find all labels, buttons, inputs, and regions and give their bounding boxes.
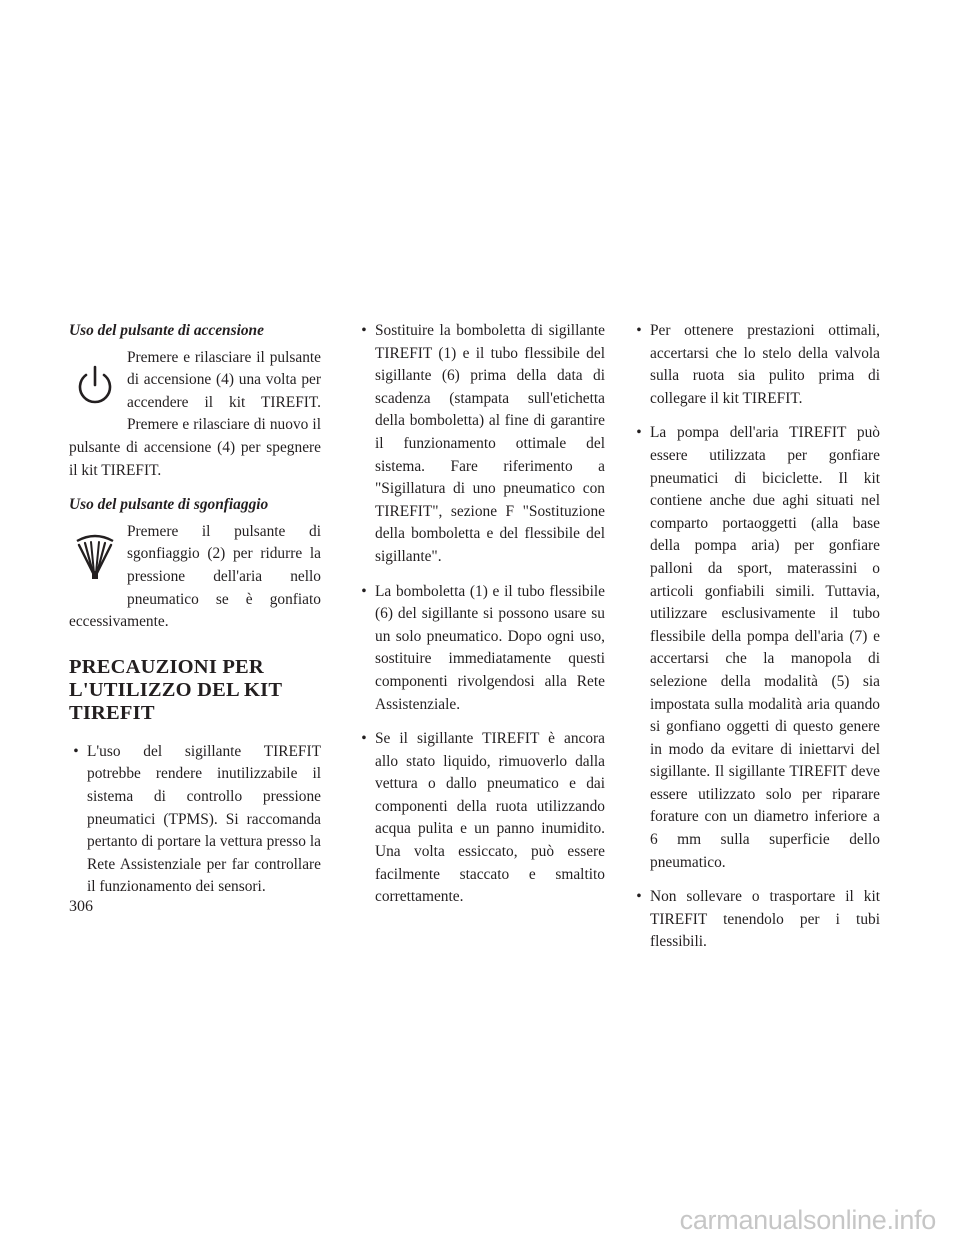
bullet-icon: • xyxy=(361,322,367,339)
deflate-button-text: Premere il pulsante di sgonfiaggio (2) per ridurre la pressione dell'aria nello pneumatico se è gonfiato eccessivamente. xyxy=(69,522,321,631)
power-icon xyxy=(73,355,117,425)
list-item: • Se il sigillante TIREFIT è ancora allo stato liquido, rimuoverlo dalla vettura o dallo pneumatico e dai componenti della ruota utilizzando acqua pulita e un panno inumidito. Una volta essiccato, può essere facilmente staccato e smaltito correttamente. xyxy=(357,728,605,909)
list-item: • La pompa dell'aria TIREFIT può essere utilizzata per gonfiare pneumatici di biciclette. Il kit contiene anche due aghi situati nel comparto portaoggetti (alla base della pompa aria) per gonfiare palloni da sport, materassini o articoli gonfiabili simili. Tuttavia, utilizzare esclusivamente il tubo flessibile della pompa dell'aria (7) e accertarsi che la manopola di selezione della modalità (5) sia impostata sulla modalità aria quando si gonfiano oggetti di questo genere in modo da evitare di iniettarvi del sigillante. Il sigillante TIREFIT deve essere utilizzato solo per riparare forature con un diametro inferiore a 6 mm sulla superficie dello pneumatico. xyxy=(632,422,880,874)
list-item: • Per ottenere prestazioni ottimali, accertarsi che lo stelo della valvola sulla ruota sia pulito prima di collegare il kit TIREFIT. xyxy=(632,320,880,410)
precautions-list-col1 xyxy=(69,741,321,899)
column-2 xyxy=(357,320,605,921)
list-item: • Sostituire la bomboletta di sigillante TIREFIT (1) e il tubo flessibile del sigillante (6) prima della data di scadenza (stampata sull'etichetta della bomboletta) al fine di garantire il funzionamento ottimale del sistema. Fare riferimento a "Sigillatura di uno pneumatico con TIREFIT", sezione F "Sostituzione della bomboletta e del flessibile del sigillante". xyxy=(357,320,605,569)
deflate-icon xyxy=(73,529,117,599)
power-button-text: Premere e rilasciare il pulsante di accensione (4) una volta per accendere il kit TIREFIT. Premere e rilasciare di nuovo il pulsante di accensione (4) per spegnere il kit TIREFIT. xyxy=(69,348,321,479)
column-1 xyxy=(69,320,321,911)
watermark: carmanualsonline.info xyxy=(679,1205,936,1236)
precautions-heading: PRECAUZIONI PER L'UTILIZZO DEL KIT TIREFIT xyxy=(69,655,282,724)
bullet-icon: • xyxy=(636,322,642,339)
bullet-icon: • xyxy=(636,424,642,442)
list-item: • La bomboletta (1) e il tubo flessibile (6) del sigillante si possono usare su un solo pneumatico. Dopo ogni uso, sostituire immediatamente questi componenti rivolgendosi alla Rete Assistenziale. xyxy=(357,581,605,717)
bullet-icon: • xyxy=(73,742,79,760)
bullet-icon: • xyxy=(636,888,642,906)
page-number: 306 xyxy=(69,898,93,915)
precautions-list-col2 xyxy=(357,320,605,909)
column-3 xyxy=(632,320,880,966)
bullet-icon: • xyxy=(361,730,367,748)
power-button-block xyxy=(69,347,321,483)
power-button-heading: Uso del pulsante di accensione xyxy=(69,322,264,339)
list-item: • L'uso del sigillante TIREFIT potrebbe rendere inutilizzabile il sistema di controllo pressione pneumatici (TPMS). Si raccomanda pertanto di portare la vettura presso la Rete Assistenziale per far controllare il funzionamento dei sensori. xyxy=(69,741,321,899)
deflate-button-heading: Uso del pulsante di sgonfiaggio xyxy=(69,496,269,514)
list-item: • Non sollevare o trasportare il kit TIREFIT tenendolo per i tubi flessibili. xyxy=(632,886,880,954)
bullet-icon: • xyxy=(361,582,367,600)
precautions-list-col3 xyxy=(632,320,880,954)
deflate-button-block xyxy=(69,521,321,634)
